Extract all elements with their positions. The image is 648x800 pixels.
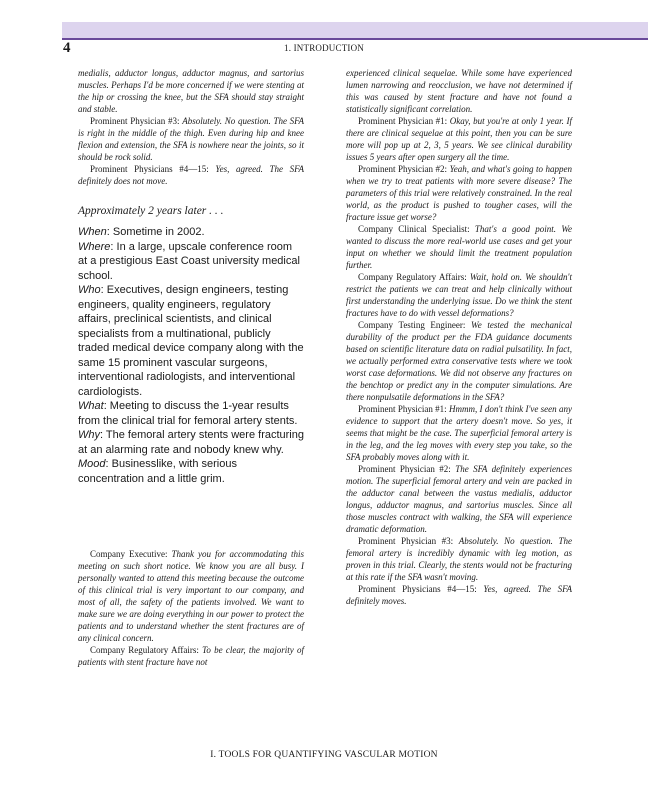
dialogue-text: The SFA definitely experiences motion. The superficial femoral artery and vein are packed in the adductor canal between the vastus medialis, adductor longus, adductor magnus, and sartorius muscles. Since all those muscles contract with walking, the SFA will experience dramatic deformation.: [346, 464, 573, 534]
dialogue-paragraph: [346, 319, 572, 403]
dialogue-text: Yes, agreed. The SFA definitely does not move.: [78, 164, 305, 186]
speaker: Prominent Physician #2:: [358, 464, 451, 474]
speaker: Prominent Physicians #4—15:: [358, 584, 477, 594]
dialogue-text: Thank you for accommodating this meeting on such short notice. We know you are all busy. I personally wanted to attend this meeting because the outcome of this clinical trial is very important to our company, and most of all, the safety of the patients involved. We want to make sure we are doing everything in our power to protect the patients and to understand whether the stent fractures are of any clinical concern.: [78, 549, 305, 643]
dialogue-text: We tested the mechanical durability of the product per the FDA guidance documents based on scientific literature data on radial pulsatility. In fact, we actually performed extra conservative tests where we took worst case deformations. We did not observe any fractures on the benchtop or predict any in the computer simulations. Are there nonpulsatile deformations in the SFA?: [346, 320, 573, 402]
speaker: Company Executive:: [90, 549, 168, 559]
speaker: Prominent Physician #1:: [358, 404, 447, 414]
dialogue-paragraph: [78, 548, 304, 644]
scene-label: Mood: [78, 458, 106, 470]
scene-label: Why: [78, 429, 100, 441]
scene-text: : Businesslike, with serious concentration and a little grim.: [78, 458, 237, 485]
dialogue-text: Yeah, and what's going to happen when we try to treat patients with more severe disease? The parameters of this trial were relatively constrained. In the real world, as the product is pushed to tougher cases, will the fracture issue get worse?: [346, 164, 573, 222]
dialogue-text: Yes, agreed. The SFA definitely moves.: [346, 584, 573, 606]
scene-label: When: [78, 226, 107, 238]
scene-what: [78, 399, 304, 428]
scene-label: What: [78, 400, 104, 412]
section-subheading: Approximately 2 years later . . .: [78, 205, 224, 217]
dialogue-paragraph: [78, 115, 304, 163]
dialogue-paragraph: [346, 271, 572, 319]
dialogue-paragraph: [78, 644, 304, 668]
speaker: Company Clinical Specialist:: [358, 224, 470, 234]
speaker: Prominent Physician #3:: [358, 536, 454, 546]
scene-text: : Sometime in 2002.: [106, 226, 205, 238]
spacer: [78, 486, 304, 548]
speaker: Company Regulatory Affairs:: [90, 645, 199, 655]
speaker: Prominent Physician #2:: [358, 164, 448, 174]
dialogue-text: Wait, hold on. We shouldn't restrict the patients we can treat and help clinically without first understanding the underlying issue. Do we think the stent fractures have to do with vessel deformations?: [346, 272, 572, 318]
scene-when: [78, 225, 304, 240]
dialogue-paragraph: [346, 223, 572, 271]
dialogue-paragraph: [346, 163, 572, 223]
right-column: [346, 67, 572, 607]
paragraph: medialis, adductor longus, adductor magnus, and sartorius muscles. Perhaps I'd be more concerned if we were stenting at the hip or crossing the knee, but the SFA should stay straight and stable.: [78, 68, 304, 114]
speaker: Prominent Physician #1:: [358, 116, 448, 126]
dialogue-paragraph: [346, 403, 572, 463]
dialogue-text: Okay, but you're at only 1 year. If there are clinical sequelae at this point, then you can be sure more will pop up at 2, 3, 5 years. We see clinical durability issues 5 years after open surgery all the time.: [346, 116, 572, 162]
scene-description: [78, 225, 304, 486]
scene-why: [78, 428, 304, 457]
speaker: Company Regulatory Affairs:: [358, 272, 467, 282]
scene-who: [78, 283, 304, 399]
scene-text: : Executives, design engineers, testing engineers, quality engineers, regulatory affairs, preclinical scientists, and clinical specialists from a multinational, publicly traded medical device company along with the same 15 prominent vascular surgeons, interventional radiologists, and interventional cardiologists.: [78, 284, 304, 398]
dialogue-paragraph: [346, 583, 572, 607]
scene-label: Where: [78, 240, 111, 253]
header-band: [62, 22, 648, 38]
scene-label: Who: [78, 284, 101, 296]
dialogue-paragraph: [346, 535, 572, 583]
dialogue-paragraph: [78, 163, 304, 187]
left-column: [78, 67, 304, 668]
dialogue-text: Absolutely. No question. The SFA is right in the middle of the thigh. Even during hip and knee flexion and extension, the SFA is nowhere near the joints, so it should be rock solid.: [78, 116, 305, 162]
dialogue-paragraph: [346, 463, 572, 535]
speaker: Prominent Physicians #4—15:: [90, 164, 209, 174]
running-footer: I. TOOLS FOR QUANTIFYING VASCULAR MOTION: [210, 750, 438, 760]
header-rule: [62, 38, 648, 40]
scene-mood: [78, 457, 304, 486]
running-head: 1. INTRODUCTION: [284, 43, 364, 53]
dialogue-paragraph: [346, 115, 572, 163]
scene-text: : Meeting to discuss the 1-year results from the clinical trial for femoral artery stents.: [78, 400, 298, 427]
dialogue-text: That's a good point. We wanted to discuss the more real-world use cases and get your input on whether we should limit the treatment population further.: [346, 224, 572, 270]
speaker: Company Testing Engineer:: [358, 320, 466, 330]
dialogue-text: To be clear, the majority of patients with stent fracture have not: [78, 645, 304, 667]
scene-text: : In a large, upscale conference room at a prestigious East Coast university medical school.: [78, 240, 300, 282]
page-number: 4: [63, 40, 71, 56]
paragraph: experienced clinical sequelae. While some have experienced lumen narrowing and reocclusion, we have not determined if this was caused by stent fracture and have not found a statistically significant correlation.: [346, 68, 572, 114]
scene-text: : The femoral artery stents were fracturing at an alarming rate and nobody knew why.: [78, 429, 304, 456]
scene-where: [78, 240, 304, 284]
dialogue-text: Hmmm, I don't think I've seen any evidence to support that the artery doesn't move. So yes, it seems that might be the case. The superficial femoral artery is in the leg, and the leg moves with every step you take, so the SFA probably moves along with it.: [346, 404, 572, 462]
speaker: Prominent Physician #3:: [90, 116, 180, 126]
dialogue-text: Absolutely. No question. The femoral artery is incredibly dynamic with leg motion, as proven in this trial. Clearly, the stents would not be fracturing at this rate if the SFA wasn't moving.: [346, 536, 573, 582]
